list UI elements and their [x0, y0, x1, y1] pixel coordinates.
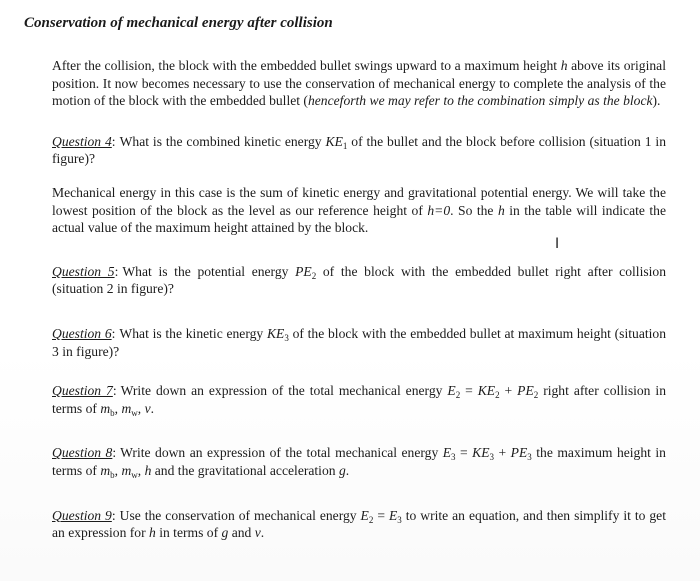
- question-8-label: Question 8: [52, 445, 113, 461]
- document-title: Conservation of mechanical energy after collision: [24, 15, 333, 31]
- question-6: Question 6: What is the kinetic energy $KE_3$ of the block with the embedded bullet at maximum height (situation 3 in figure)?: [52, 325, 666, 359]
- text-cursor-icon: I: [555, 236, 560, 252]
- question-7-label: Question 7: [52, 383, 113, 399]
- question-9: Question 9: Use the conservation of mechanical energy $E_2 = E_3$ to write an equation, and then simplify it to get an expression for h in terms of g and v.: [52, 507, 666, 541]
- question-5: Question 5: What is the potential energy $PE_2$ of the block with the embedded bullet right after collision (situation 2 in figure)?: [52, 263, 667, 297]
- mechanical-energy-paragraph: Mechanical energy in this case is the sum of kinetic energy and gravitational potential energy. We will take the lowest position of the block as the level as our reference height of h=0. So the h in the table will indicate the actual value of the maximum height attained by the block.: [52, 184, 667, 236]
- intro-paragraph: After the collision, the block with the embedded bullet swings upward to a maximum height h above its original position. It now becomes necessary to use the conservation of mechanical energy to complete the analysis of the motion of the block with the embedded bullet (henceforth we may refer to the combination simply as the block).: [52, 58, 666, 109]
- question-9-label: Question 9: [52, 507, 112, 523]
- question-7: Question 7: Write down an expression of the total mechanical energy $E_2 = KE_2 + PE_2$ right after collision in terms of $m_b$, $m_w$, v.: [52, 383, 666, 418]
- question-8: Question 8: Write down an expression of the total mechanical energy $E_3 = KE_3 + PE_3$ the maximum height in terms of $m_b$, $m_w$, h and the gravitational acceleration g.: [52, 445, 666, 480]
- question-5-label: Question 5: [52, 263, 115, 279]
- question-4: Question 4: What is the combined kinetic energy $KE_1$ of the bullet and the block before collision (situation 1 in figure)?: [52, 133, 666, 167]
- question-6-label: Question 6: [52, 325, 112, 341]
- question-4-label: Question 4: [52, 133, 112, 149]
